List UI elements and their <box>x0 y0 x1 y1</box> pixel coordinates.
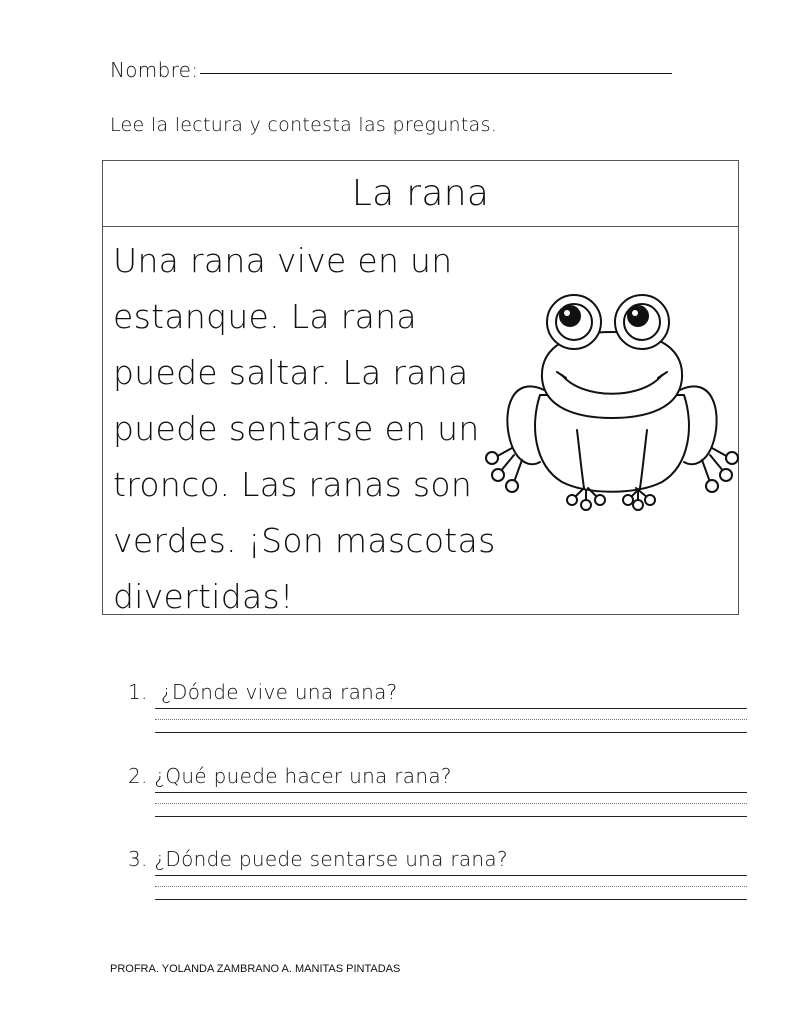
story-line: puede sentarse en un <box>113 409 480 448</box>
frog-illustration <box>482 290 742 515</box>
story-title: La rana <box>103 161 738 227</box>
question-number: 2. <box>128 764 148 788</box>
question-text: ¿Dónde puede sentarse una rana? <box>154 847 508 871</box>
name-field[interactable] <box>110 58 672 82</box>
story-line: estanque. La rana <box>113 297 417 336</box>
story-line: puede saltar. La rana <box>113 353 469 392</box>
question-2 <box>128 764 452 788</box>
question-number: 1. <box>128 680 148 704</box>
footer-credit: PROFRA. YOLANDA ZAMBRANO A. MANITAS PINTADAS <box>110 963 401 975</box>
question-text: ¿Dónde vive una rana? <box>161 680 398 704</box>
question-text: ¿Qué puede hacer una rana? <box>154 764 452 788</box>
story-line: Una rana vive en un <box>113 241 453 280</box>
answer-1-lines[interactable] <box>155 708 747 736</box>
answer-2-lines[interactable] <box>155 792 747 820</box>
story-line: verdes. ¡Son mascotas <box>113 521 496 560</box>
name-label: Nombre: <box>110 58 199 82</box>
instructions-text: Lee la lectura y contesta las preguntas. <box>110 114 498 136</box>
answer-3-lines[interactable] <box>155 875 747 903</box>
question-3 <box>128 847 508 871</box>
story-line: divertidas! <box>113 577 294 616</box>
story-line: tronco. Las ranas son <box>113 465 473 504</box>
story-text <box>113 233 523 625</box>
name-underline <box>200 73 672 74</box>
question-1 <box>128 680 398 704</box>
question-number: 3. <box>128 847 148 871</box>
